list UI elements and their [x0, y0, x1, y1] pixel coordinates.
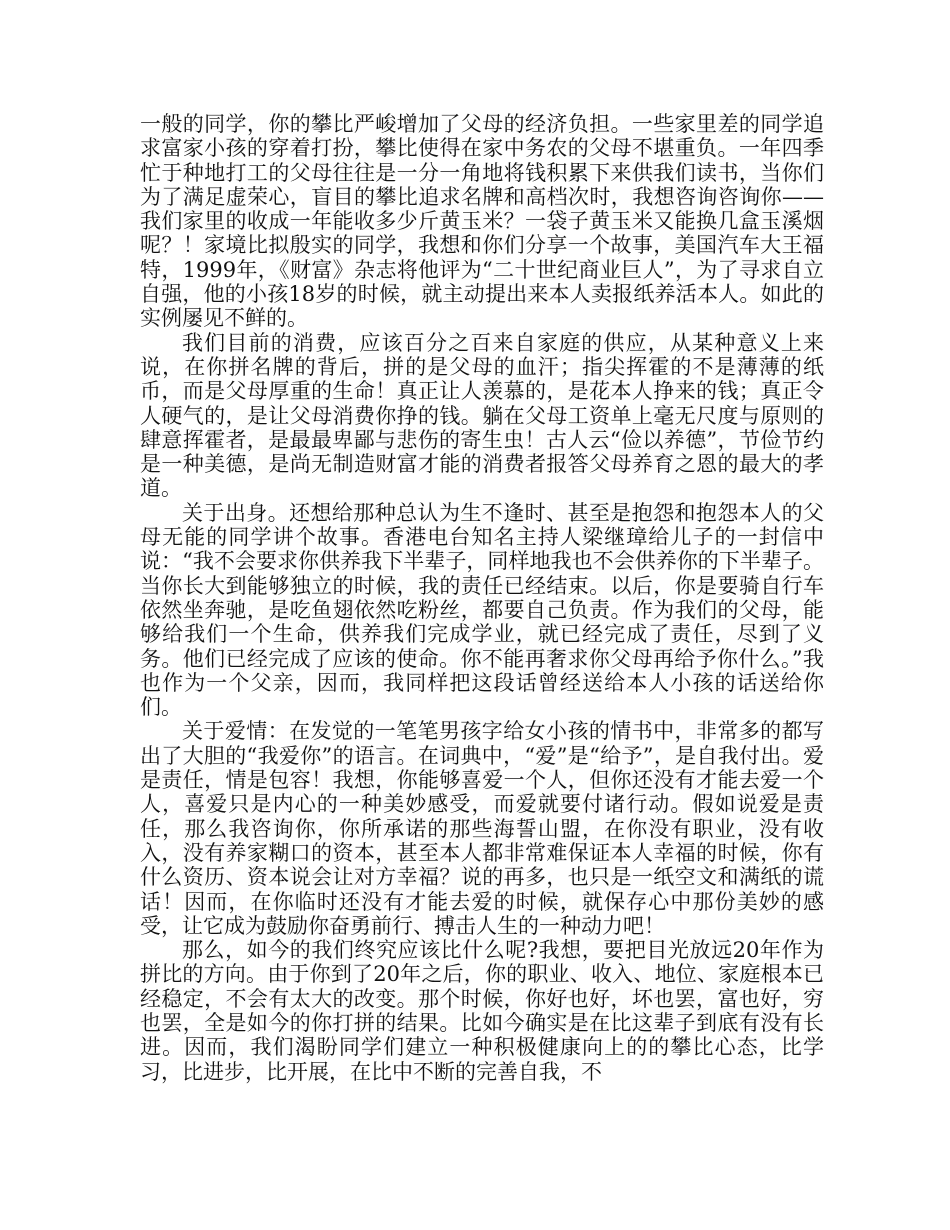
paragraph-1: 一般的同学，你的攀比严峻增加了父母的经济负担。一些家里差的同学追求富家小孩的穿着打扮，攀比使得在家中务农的父母不堪重负。一年四季忙于种地打工的父母往往是一分一角地将钱积累下来供我们读书，当你们为了满足虚荣心，盲目的攀比追求名牌和高档次时，我想咨询咨询你——我们家里的收成一年能收多少斤黄玉米？一袋子黄玉米又能换几盒玉溪烟呢？！家境比拟殷实的同学，我想和你们分享一个故事，美国汽车大王福特，1999年，《财富》杂志将他评为“二十世纪商业巨人”，为了寻求自立自强，他的小孩18岁的时候，就主动提出来本人卖报纸养活本人。如此的实例屡见不鲜的。: [140, 112, 824, 331]
paragraph-3: 关于出身。还想给那种总认为生不逢时、甚至是抱怨和抱怨本人的父母无能的同学讲个故事。香港电台知名主持人梁继璋给儿子的一封信中说：“我不会要求你供养我下半辈子，同样地我也不会供养你的下半辈子。当你长大到能够独立的时候，我的责任已经结束。以后，你是要骑自行车依然坐奔驰，是吃鱼翅依然吃粉丝，都要自己负责。作为我们的父母，能够给我们一个生命，供养我们完成学业，就已经完成了责任，尽到了义务。他们已经完成了应该的使命。你不能再奢求你父母再给予你什么。”我也作为一个父亲，因而，我同样把这段话曾经送给本人小孩的话送给你们。: [140, 500, 824, 720]
paragraph-5: 那么，如今的我们终究应该比什么呢?我想，要把目光放远20年作为拼比的方向。由于你到了20年之后，你的职业、收入、地位、家庭根本已经稳定，不会有太大的改变。那个时候，你好也好，坏也罢，富也好，穷也罢，全是如今的你打拼的结果。比如今确实是在比这辈子到底有没有长进。因而，我们渴盼同学们建立一种积极健康向上的的攀比心态，比学习，比进步，比开展，在比中不断的完善自我，不: [140, 938, 824, 1084]
paragraph-4: 关于爱情：在发觉的一笔笔男孩字给女小孩的情书中，非常多的都写出了大胆的“我爱你”的语言。在词典中，“爱”是“给予”，是自我付出。爱是责任，情是包容！我想，你能够喜爱一个人，但你还没有才能去爱一个人，喜爱只是内心的一种美妙感受，而爱就要付诸行动。假如说爱是责任，那么我咨询你，你所承诺的那些海誓山盟，在你没有职业，没有收入，没有养家糊口的资本，甚至本人都非常难保证本人幸福的时候，你有什么资历、资本说会让对方幸福？说的再多，也只是一纸空文和满纸的谎话！因而，在你临时还没有才能去爱的时候，就保存心中那份美妙的感受，让它成为鼓励你奋勇前行、搏击人生的一种动力吧！: [140, 719, 824, 938]
paragraph-2: 我们目前的消费，应该百分之百来自家庭的供应，从某种意义上来说，在你拼名牌的背后，拼的是父母的血汗；指尖挥霍的不是薄薄的纸币，而是父母厚重的生命！真正让人羡慕的，是花本人挣来的钱；真正令人硬气的，是让父母消费你挣的钱。躺在父母工资单上毫无尺度与原则的肆意挥霍者，是最最卑鄙与悲伤的寄生虫！古人云“俭以养德”，节俭节约是一种美德，是尚无制造财富才能的消费者报答父母养育之恩的最大的孝道。: [140, 330, 824, 501]
document-page: [140, 112, 824, 1084]
